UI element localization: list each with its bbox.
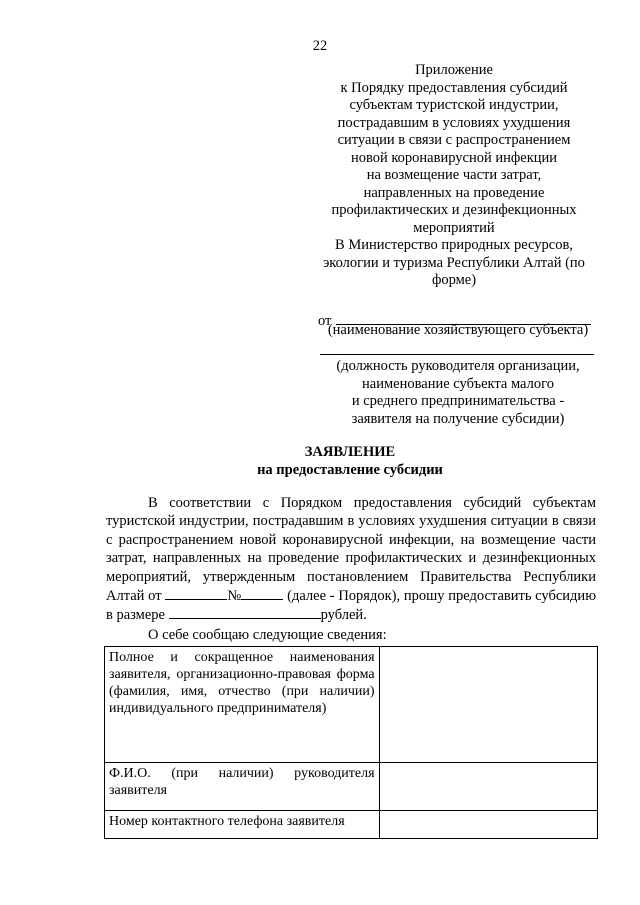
row-label: Номер контактного телефона заявителя	[105, 811, 380, 839]
applicant-name-hint: (наименование хозяйствующего субъекта)	[327, 322, 589, 338]
annex-line: субъектам туристской индустрии,	[349, 97, 559, 113]
paragraph-part2: (далее - Порядок), прошу предоставить субсидию в размере	[106, 588, 597, 624]
annex-line: к Порядку предоставления субсидий	[340, 79, 568, 96]
annex-line: ситуации в связи с распространением	[337, 132, 571, 148]
title-main: ЗАЯВЛЕНИЕ	[304, 444, 396, 460]
hint-line: наименование субъекта малого	[362, 375, 554, 392]
row-value-field[interactable]	[379, 647, 597, 763]
annex-line: В Министерство природных ресурсов,	[335, 237, 573, 253]
applicant-position-hint	[318, 358, 598, 428]
annex-line: направленных на проведение	[363, 184, 545, 201]
annex-line: пострадавшим в условиях ухудшения	[337, 114, 571, 131]
hint-line: и среднего предпринимательства -	[351, 393, 565, 409]
applicant-info-table	[104, 646, 598, 839]
resolution-number-field[interactable]	[241, 586, 283, 600]
document-title	[0, 443, 640, 479]
hint-line: заявителя на получение субсидии)	[351, 410, 565, 427]
annex-line: экологии и туризма Республики Алтай (по	[323, 254, 585, 271]
annex-header	[304, 62, 604, 290]
applicant-position-field[interactable]	[320, 354, 594, 355]
row-value-field[interactable]	[379, 811, 597, 839]
title-sub: на предоставление субсидии	[257, 462, 443, 478]
annex-line: Приложение	[415, 62, 493, 78]
annex-line: профилактических и дезинфекционных	[331, 202, 577, 218]
currency-label: рублей.	[320, 607, 367, 624]
hint-line: (должность руководителя организации,	[336, 358, 580, 374]
annex-line: новой коронавирусной инфекции	[350, 149, 558, 166]
annex-line: на возмещение части затрат,	[366, 167, 542, 183]
table-row	[105, 811, 598, 839]
number-sign: №	[227, 588, 242, 605]
page-number: 22	[312, 38, 328, 54]
about-intro: О себе сообщаю следующие сведения:	[148, 627, 387, 643]
subsidy-amount-field[interactable]	[169, 605, 321, 619]
row-value-field[interactable]	[379, 763, 597, 811]
table-row	[105, 647, 598, 763]
annex-line: форме)	[431, 272, 477, 288]
date-field[interactable]	[165, 586, 227, 600]
from-prefix: от	[318, 313, 332, 329]
row-label: Полное и сокращенное наименования заявителя, организационно-правовая форма (фамилия, имя, отчество (при наличии) индивидуального предпринимателя)	[105, 647, 380, 763]
paragraph-part1: В соответствии с Порядком предоставления субсидий субъектам туристской индустрии, пострадавшим в условиях ухудшения ситуации в связи с распространением новой коронавирусной инфекции, на возмещение части затрат, направленных на проведение профилактических и дезинфекционных мероприятий, утвержденным постановлением Правительства Республики Алтай от	[106, 495, 596, 605]
row-label: Ф.И.О. (при наличии) руководителя заявителя	[105, 763, 380, 811]
table-row	[105, 763, 598, 811]
application-paragraph	[106, 494, 596, 625]
annex-line: мероприятий	[413, 219, 495, 236]
